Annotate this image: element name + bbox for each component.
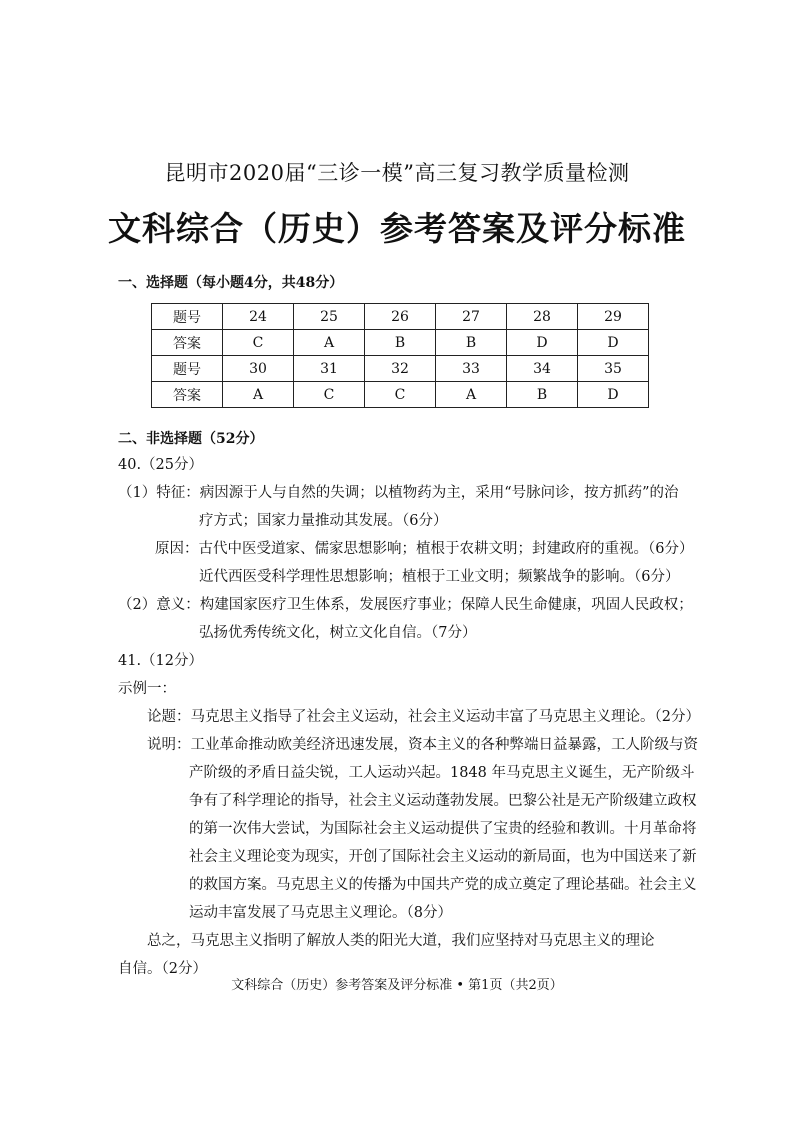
table-cell: 答案 xyxy=(152,330,223,356)
table-cell: 25 xyxy=(294,304,365,330)
table-cell: 29 xyxy=(578,304,649,330)
table-cell: 32 xyxy=(365,356,436,382)
table-cell: B xyxy=(436,330,507,356)
table-cell: C xyxy=(223,330,294,356)
table-cell: A xyxy=(294,330,365,356)
question-40-heading: 40.（25分） xyxy=(118,457,204,473)
q41-explain-line2: 产阶级的矛盾日益尖锐，工人运动兴起。1848 年马克思主义诞生，无产阶级斗 xyxy=(189,765,695,781)
q40-part2-line1: （2）意义：构建国家医疗卫生体系，发展医疗事业；保障人民生命健康，巩固人民政权； xyxy=(118,597,693,613)
section-heading-nonchoice: 二、非选择题（52分） xyxy=(118,431,264,447)
table-cell: C xyxy=(365,382,436,408)
q40-reason-line2: 近代西医受科学理性思想影响；植根于工业文明；频繁战争的影响。（6分） xyxy=(199,569,680,585)
question-41-heading: 41.（12分） xyxy=(118,653,204,669)
table-cell: B xyxy=(365,330,436,356)
table-cell: A xyxy=(436,382,507,408)
q41-example-label: 示例一： xyxy=(118,681,176,697)
q41-summary-line1: 总之，马克思主义指明了解放人类的阳光大道，我们应坚持对马克思主义的理论 xyxy=(147,933,655,949)
table-cell: D xyxy=(507,330,578,356)
table-cell: 26 xyxy=(365,304,436,330)
table-cell: 题号 xyxy=(152,356,223,382)
table-row xyxy=(152,304,649,330)
q41-explain-line1: 说明：工业革命推动欧美经济迅速发展，资本主义的各种弊端日益暴露，工人阶级与资 xyxy=(147,737,698,753)
table-cell: 答案 xyxy=(152,382,223,408)
document-title: 昆明市2020届“三诊一模”高三复习教学质量检测 xyxy=(164,161,630,185)
table-cell: A xyxy=(223,382,294,408)
table-cell: 题号 xyxy=(152,304,223,330)
q41-thesis: 论题：马克思主义指导了社会主义运动，社会主义运动丰富了马克思主义理论。（2分） xyxy=(147,709,700,725)
table-cell: 27 xyxy=(436,304,507,330)
q40-part1-line2: 疗方式；国家力量推动其发展。（6分） xyxy=(199,513,448,529)
table-row xyxy=(152,382,649,408)
table-row xyxy=(152,356,649,382)
document-subtitle: 文科综合（历史）参考答案及评分标准 xyxy=(108,209,686,248)
table-cell: 28 xyxy=(507,304,578,330)
q41-explain-line6: 的救国方案。马克思主义的传播为中国共产党的成立奠定了理论基础。社会主义 xyxy=(189,877,697,893)
q41-explain-line4: 的第一次伟大尝试，为国际社会主义运动提供了宝贵的经验和教训。十月革命将 xyxy=(189,821,697,837)
table-row xyxy=(152,330,649,356)
q40-part2-line2: 弘扬优秀传统文化，树立文化自信。（7分） xyxy=(199,625,477,641)
table-cell: 33 xyxy=(436,356,507,382)
q40-reason-line1: 原因：古代中医受道家、儒家思想影响；植根于农耕文明；封建政府的重视。（6分） xyxy=(155,541,694,557)
table-cell: C xyxy=(294,382,365,408)
page-footer: 文科综合（历史）参考答案及评分标准 • 第1页（共2页） xyxy=(231,978,563,993)
table-cell: 31 xyxy=(294,356,365,382)
table-cell: 24 xyxy=(223,304,294,330)
table-cell: D xyxy=(578,330,649,356)
q41-explain-line5: 社会主义理论变为现实，开创了国际社会主义运动的新局面，也为中国送来了新 xyxy=(189,849,697,865)
table-cell: D xyxy=(578,382,649,408)
q41-explain-line3: 争有了科学理论的指导，社会主义运动蓬勃发展。巴黎公社是无产阶级建立政权 xyxy=(189,793,697,809)
q41-summary-line2: 自信。（2分） xyxy=(118,961,207,977)
table-cell: B xyxy=(507,382,578,408)
q40-part1-line1: （1）特征：病因源于人与自然的失调；以植物药为主，采用“号脉问诊，按方抓药”的治 xyxy=(118,485,679,501)
answer-table xyxy=(151,303,649,408)
table-cell: 30 xyxy=(223,356,294,382)
section-heading-choice: 一、选择题（每小题4分，共48分） xyxy=(118,275,344,291)
table-cell: 35 xyxy=(578,356,649,382)
q41-explain-line7: 运动丰富发展了马克思主义理论。（8分） xyxy=(189,905,452,921)
table-cell: 34 xyxy=(507,356,578,382)
